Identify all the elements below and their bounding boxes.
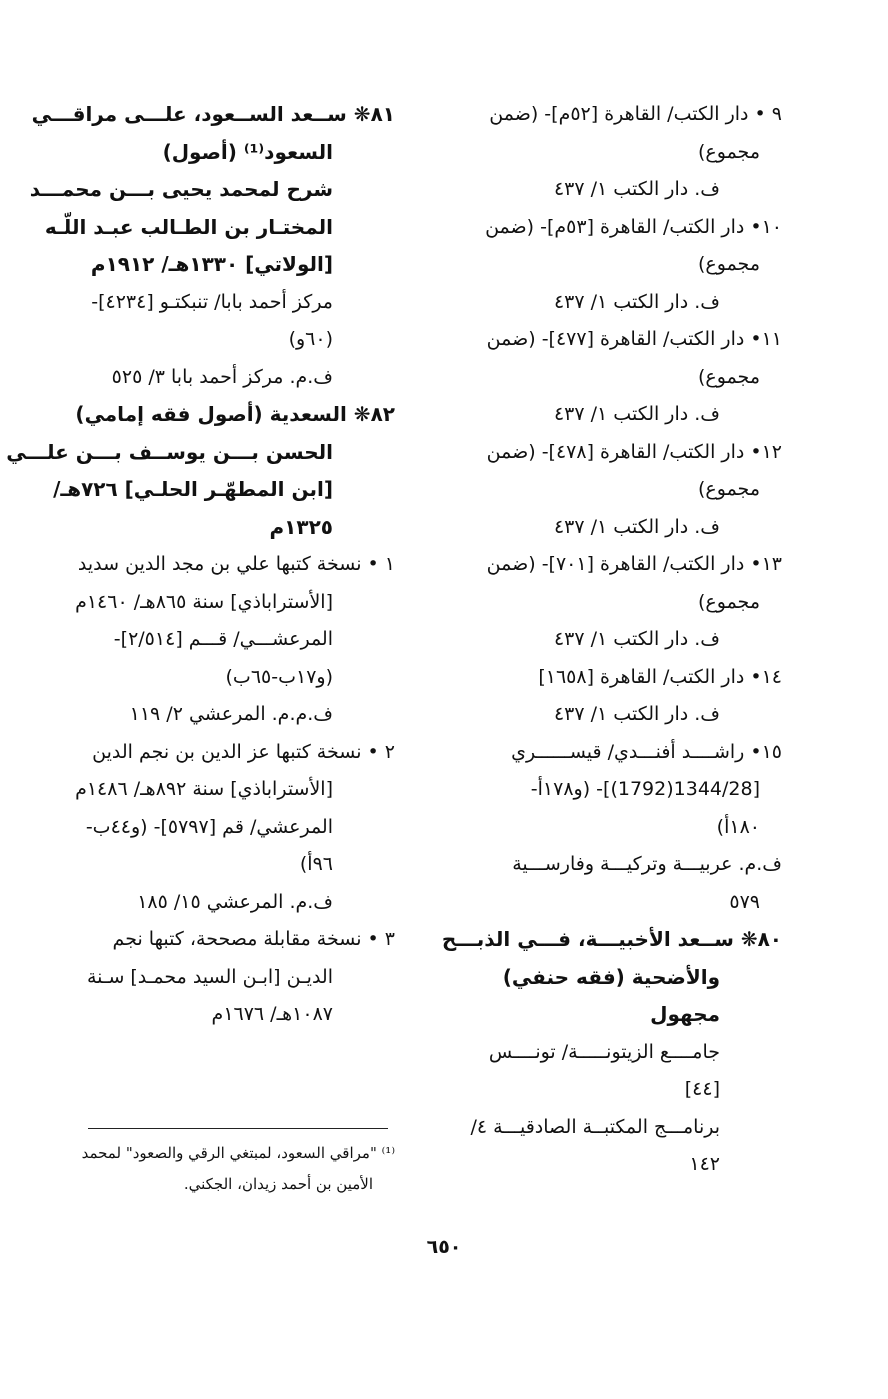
text-line: ف. دار الكتب ١/ ٤٣٧ [553,403,720,425]
footnote-line: الأمين بن أحمد زيدان، الجكني. [183,1175,373,1193]
text-line: ف. دار الكتب ١/ ٤٣٧ [553,290,720,313]
text-line: [ابن المطهّـر الحلـي] ٧٢٦هـ/ [53,477,333,501]
text-line: [1344/28(1792)]- (و١٧٨أ- [530,778,760,800]
text-line: ٥٧٩ [729,890,760,913]
text-line: مركز أحمد بابا/ تنبكتـو [٤٢٣٤]- [91,290,333,313]
text-line: ٨١❋ ســعد الســعود، علـــى مراقـــي [31,102,395,126]
text-line: ف.م.م. المرعشي ٢/ ١١٩ [129,703,333,725]
text-line: مجموع) [698,478,760,500]
page-number: ٦٥٠ [426,1236,462,1258]
text-line: ٩٦أ) [299,853,333,875]
text-line: ٩ • دار الكتب/ القاهرة [٥٢م]- (ضمن [489,103,782,125]
left-column [6,96,395,1034]
text-line: ٢ • نسخة كتبها عز الدين بن نجم الدين [92,740,395,763]
text-line: المرعشـــي/ قـــم [٢/٥١٤]- [113,628,333,650]
text-line: والأضحية (فقه حنفي) [502,964,720,989]
text-line: مجموع) [698,140,760,163]
text-line: ١٤٢ [689,1153,720,1175]
text-line: ١٠٨٧هـ/ ١٦٧٦م [211,1003,333,1025]
text-line: ف. دار الكتب ١/ ٤٣٧ [553,515,720,538]
text-line: ٣ • نسخة مقابلة مصححة، كتبها نجم [112,928,395,950]
text-line: ٨٠❋ ســعد الأخبيـــة، فـــي الذبـــح [441,927,782,951]
text-line: مجموع) [698,365,760,388]
text-line: شرح لمحمد يحيى بـــن محمـــد [29,177,333,201]
text-line: السعود⁽¹⁾ (أصول) [162,139,333,164]
text-line: ١٢• دار الكتب/ القاهرة [٤٧٨]- (ضمن [486,440,782,463]
text-line: ١١• دار الكتب/ القاهرة [٤٧٧]- (ضمن [486,328,782,350]
text-line: ف.م. عربيـــة وتركيـــة وفارســـية [512,853,782,875]
footnote-line: ⁽¹⁾ "مراقي السعود، لمبتغي الرقي والصعود" لمحمد [81,1144,395,1162]
right-column [438,96,782,1184]
text-line: المرعشي/ قم [٥٧٩٧]- (و٤٤ب- [85,815,333,838]
text-line: ف. دار الكتب ١/ ٤٣٧ [553,628,720,650]
text-line: مجهول [650,1002,720,1026]
text-line: مجموع) [698,590,760,613]
text-line: المختـار بن الطـالب عبـد اللّـه [44,214,333,239]
text-line: [الأستراباذي] سنة ٨٩٢هـ/ ١٤٨٦م [75,778,333,800]
text-line: جامــــع الزيتونـــــة/ تونــــس [488,1040,720,1063]
text-line: (و١٧ب-٦٥ب) [225,665,333,688]
text-line: برنامـــج المكتبــة الصادقيـــة ٤/ [470,1115,720,1138]
text-line: ١٤• دار الكتب/ القاهرة [١٦٥٨] [538,665,782,688]
footnote [50,1138,395,1200]
footnote-separator [88,1128,388,1129]
text-line: ١٣• دار الكتب/ القاهرة [٧٠١]- (ضمن [486,553,782,575]
text-line: ف.م. مركز أحمد بابا ٣/ ٥٢٥ [111,365,333,388]
text-line: الحسن بـــن يوســف بـــن علـــي [6,439,333,464]
text-line: الديـن [ابـن السيد محمـد] سـنة [86,965,333,988]
text-line: ف. دار الكتب ١/ ٤٣٧ [553,703,720,725]
text-line: ٨٢❋ السعدية (أصول فقه إمامي) [75,402,395,426]
text-line: [الأستراباذي] سنة ٨٦٥هـ/ ١٤٦٠م [75,590,333,613]
text-line: (٦٠و) [288,328,333,350]
text-line: مجموع) [698,253,760,275]
text-line: ١٨٠أ) [716,815,760,838]
text-line: ١٠• دار الكتب/ القاهرة [٥٣م]- (ضمن [485,215,782,238]
text-line: [٤٤] [684,1078,720,1100]
text-line: [الولاتي] ١٣٣٠هـ/ ١٩١٢م [90,252,333,276]
text-line: ف. دار الكتب ١/ ٤٣٧ [553,178,720,200]
text-line: ١٣٢٥م [269,514,333,539]
text-line: ١ • نسخة كتبها علي بن مجد الدين سديد [77,553,395,575]
text-line: ف.م. المرعشي ١٥/ ١٨٥ [137,890,333,913]
text-line: ١٥• راشــــد أفنـــدي/ قيســــــري [511,740,782,763]
